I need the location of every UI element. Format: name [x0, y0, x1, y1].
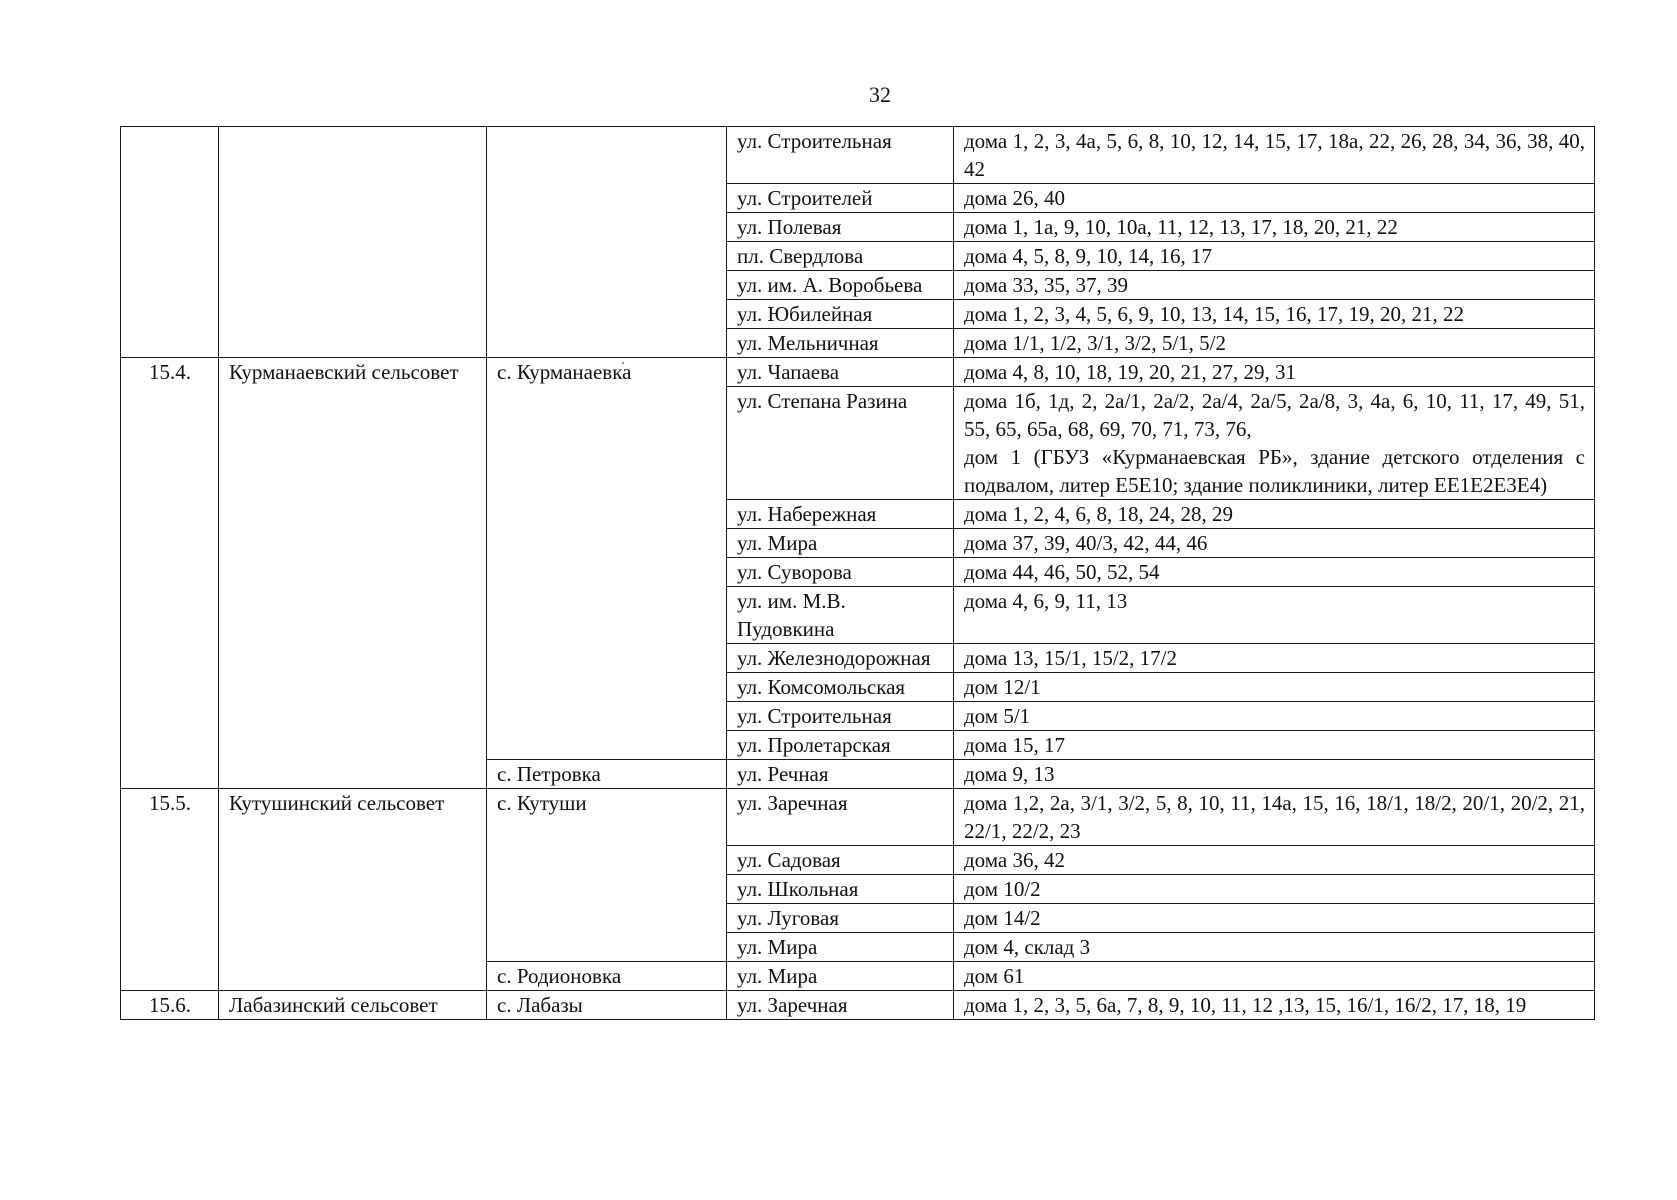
page-number: 32 [869, 82, 891, 107]
cell-houses: дома 4, 5, 8, 9, 10, 14, 16, 17 [954, 242, 1595, 271]
cell-houses: дома 1/1, 1/2, 3/1, 3/2, 5/1, 5/2 [954, 329, 1595, 358]
table-row [121, 991, 1595, 1020]
cell-council: Лабазинский сельсовет [219, 991, 487, 1020]
cell-street: ул. Чапаева [727, 358, 954, 387]
cell-village: с. Кутуши [487, 789, 727, 962]
cell-houses: дом 4, склад 3 [954, 933, 1595, 962]
houses-line: дома 1б, 1д, 2, 2а/1, 2а/2, 2а/4, 2а/5, 2а/8, 3, 4а, 6, 10, 11, 17, 49, 51, 55, 65, 65а, 68, 69, 70, 71, 73, 76, [964, 389, 1585, 441]
cell-houses: дома 1, 2, 4, 6, 8, 18, 24, 28, 29 [954, 500, 1595, 529]
cell-village: с. Курманаевка [487, 358, 727, 760]
houses-note: дом 1 (ГБУЗ «Курманаевская РБ», здание детского отделения с подвалом, литер Е5Е10; здание поликлиники, литер ЕЕ1Е2Е3Е4) [964, 445, 1585, 497]
cell-street: ул. Степана Разина [727, 387, 954, 500]
cell-village-empty [487, 127, 727, 358]
cell-houses: дома 9, 13 [954, 760, 1595, 789]
table-row [121, 789, 1595, 846]
cell-houses [954, 387, 1595, 500]
cell-houses: дома 13, 15/1, 15/2, 17/2 [954, 644, 1595, 673]
cell-street: ул. им. М.В. Пудовкина [727, 587, 954, 644]
cell-village: с. Петровка [487, 760, 727, 789]
cell-houses: дом 61 [954, 962, 1595, 991]
cell-street: ул. Юбилейная [727, 300, 954, 329]
cell-street: ул. им. А. Воробьева [727, 271, 954, 300]
cell-num-empty [121, 127, 219, 358]
table-row [121, 358, 1595, 387]
cell-houses: дома 1, 2, 3, 4а, 5, 6, 8, 10, 12, 14, 15, 17, 18а, 22, 26, 28, 34, 36, 38, 40, 42 [954, 127, 1595, 184]
cell-street: пл. Свердлова [727, 242, 954, 271]
cell-council: Кутушинский сельсовет [219, 789, 487, 991]
cell-council: Курманаевский сельсовет [219, 358, 487, 789]
cell-street: ул. Заречная [727, 789, 954, 846]
cell-street: ул. Суворова [727, 558, 954, 587]
table-row [121, 127, 1595, 184]
cell-houses: дома 26, 40 [954, 184, 1595, 213]
cell-houses: дома 33, 35, 37, 39 [954, 271, 1595, 300]
cell-houses: дома 4, 6, 9, 11, 13 [954, 587, 1595, 644]
cell-houses: дома 1, 1а, 9, 10, 10а, 11, 12, 13, 17, 18, 20, 21, 22 [954, 213, 1595, 242]
cell-street: ул. Пролетарская [727, 731, 954, 760]
cell-street: ул. Заречная [727, 991, 954, 1020]
cell-street: ул. Мельничная [727, 329, 954, 358]
cell-houses: дом 12/1 [954, 673, 1595, 702]
cell-street: ул. Железнодорожная [727, 644, 954, 673]
cell-houses: дома 37, 39, 40/3, 42, 44, 46 [954, 529, 1595, 558]
cell-street: ул. Мира [727, 933, 954, 962]
cell-village: с. Родионовка [487, 962, 727, 991]
cell-street: ул. Строителей [727, 184, 954, 213]
cell-num: 15.4. [121, 358, 219, 789]
cell-houses: дом 14/2 [954, 904, 1595, 933]
cell-street: ул. Речная [727, 760, 954, 789]
cell-houses: дома 44, 46, 50, 52, 54 [954, 558, 1595, 587]
cell-street: ул. Луговая [727, 904, 954, 933]
cell-street: ул. Школьная [727, 875, 954, 904]
cell-street: ул. Набережная [727, 500, 954, 529]
cell-village: с. Лабазы [487, 991, 727, 1020]
cell-houses: дома 36, 42 [954, 846, 1595, 875]
cell-houses: дом 10/2 [954, 875, 1595, 904]
cell-street: ул. Садовая [727, 846, 954, 875]
cell-num: 15.5. [121, 789, 219, 991]
cell-houses: дома 1, 2, 3, 5, 6а, 7, 8, 9, 10, 11, 12 ,13, 15, 16/1, 16/2, 17, 18, 19 [954, 991, 1595, 1020]
address-table [120, 126, 1595, 1020]
cell-street: ул. Строительная [727, 702, 954, 731]
cell-num: 15.6. [121, 991, 219, 1020]
cell-houses: дом 5/1 [954, 702, 1595, 731]
cell-houses: дома 1, 2, 3, 4, 5, 6, 9, 10, 13, 14, 15, 16, 17, 19, 20, 21, 22 [954, 300, 1595, 329]
cell-street: ул. Комсомольская [727, 673, 954, 702]
cell-street: ул. Мира [727, 962, 954, 991]
cell-houses: дома 4, 8, 10, 18, 19, 20, 21, 27, 29, 31 [954, 358, 1595, 387]
cell-street: ул. Строительная [727, 127, 954, 184]
cell-houses: дома 1,2, 2а, 3/1, 3/2, 5, 8, 10, 11, 14а, 15, 16, 18/1, 18/2, 20/1, 20/2, 21, 22/1, 22/2, 23 [954, 789, 1595, 846]
cell-street: ул. Мира [727, 529, 954, 558]
cell-houses: дома 15, 17 [954, 731, 1595, 760]
cell-street: ул. Полевая [727, 213, 954, 242]
cell-council-empty [219, 127, 487, 358]
